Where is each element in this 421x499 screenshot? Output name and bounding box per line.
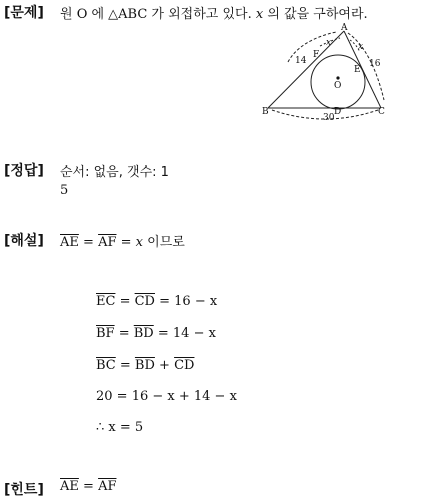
var-x-right: x: [358, 42, 364, 52]
problem-variable: x: [255, 7, 264, 22]
equals-sign: =: [78, 479, 99, 494]
hint-tag: [힌트]: [4, 482, 44, 498]
equals-sign: =: [116, 235, 136, 250]
segment-ae: $\overline{AE}$: [60, 479, 79, 494]
segment-cd: $\overline{CD}$: [134, 294, 155, 309]
explanation-intro: [60, 231, 185, 250]
plus-sign: +: [154, 358, 175, 373]
row-rest: = 16 − x: [154, 294, 218, 309]
explanation-row-ec: [96, 294, 217, 309]
side-ab: [268, 31, 344, 108]
label-f: F: [313, 50, 320, 60]
row-rest: = 14 − x: [153, 326, 216, 341]
label-e: E: [354, 65, 361, 75]
segment-bf: $\overline{BF}$: [96, 326, 115, 341]
equals-sign: =: [78, 235, 99, 250]
problem-text-a: 원 O 에 △ABC 가 외접하고 있다.: [60, 7, 252, 22]
label-d: D: [334, 107, 342, 117]
hint-text: [60, 479, 116, 494]
label-o: O: [334, 81, 342, 91]
problem-text-b: 의 값을 구하여라.: [267, 7, 368, 22]
length-bc: 30: [323, 113, 335, 123]
segment-af: $\overline{AF}$: [98, 479, 117, 494]
segment-bd: $\overline{BD}$: [133, 326, 154, 341]
equals-sign: =: [114, 326, 134, 341]
segment-bc: $\overline{BC}$: [96, 358, 116, 373]
explanation-intro-tail: 이므로: [143, 235, 185, 250]
length-ac: 16: [369, 59, 381, 69]
equals-sign: =: [115, 358, 135, 373]
segment-af: $\overline{AF}$: [98, 235, 117, 250]
explanation-row-bf: [96, 326, 216, 341]
answer-line-2: 5: [60, 183, 69, 198]
problem-tag: [문제]: [4, 5, 44, 21]
explanation-row-bc: [96, 358, 194, 373]
answer-line-1: 순서: 없음, 갯수: 1: [60, 165, 169, 180]
answer-tag: [정답]: [4, 163, 44, 179]
segment-ec: $\overline{EC}$: [96, 294, 116, 309]
segment-ae: $\overline{AE}$: [60, 235, 79, 250]
label-a: A: [341, 23, 348, 33]
segment-bd: $\overline{BD}$: [134, 358, 155, 373]
explanation-tag: [해설]: [4, 233, 44, 249]
var-x-left: x: [326, 38, 332, 48]
explanation-row-result: ∴ x = 5: [96, 420, 144, 435]
label-c: C: [378, 107, 385, 117]
equals-sign: =: [115, 294, 135, 309]
length-ab: 14: [295, 56, 307, 66]
center-point: [336, 76, 339, 79]
label-b: B: [262, 107, 269, 117]
triangle-figure: [0, 0, 421, 130]
variable-x: x: [135, 235, 143, 250]
explanation-row-equation: 20 = 16 − x + 14 − x: [96, 389, 237, 404]
segment-cd: $\overline{CD}$: [174, 358, 195, 373]
